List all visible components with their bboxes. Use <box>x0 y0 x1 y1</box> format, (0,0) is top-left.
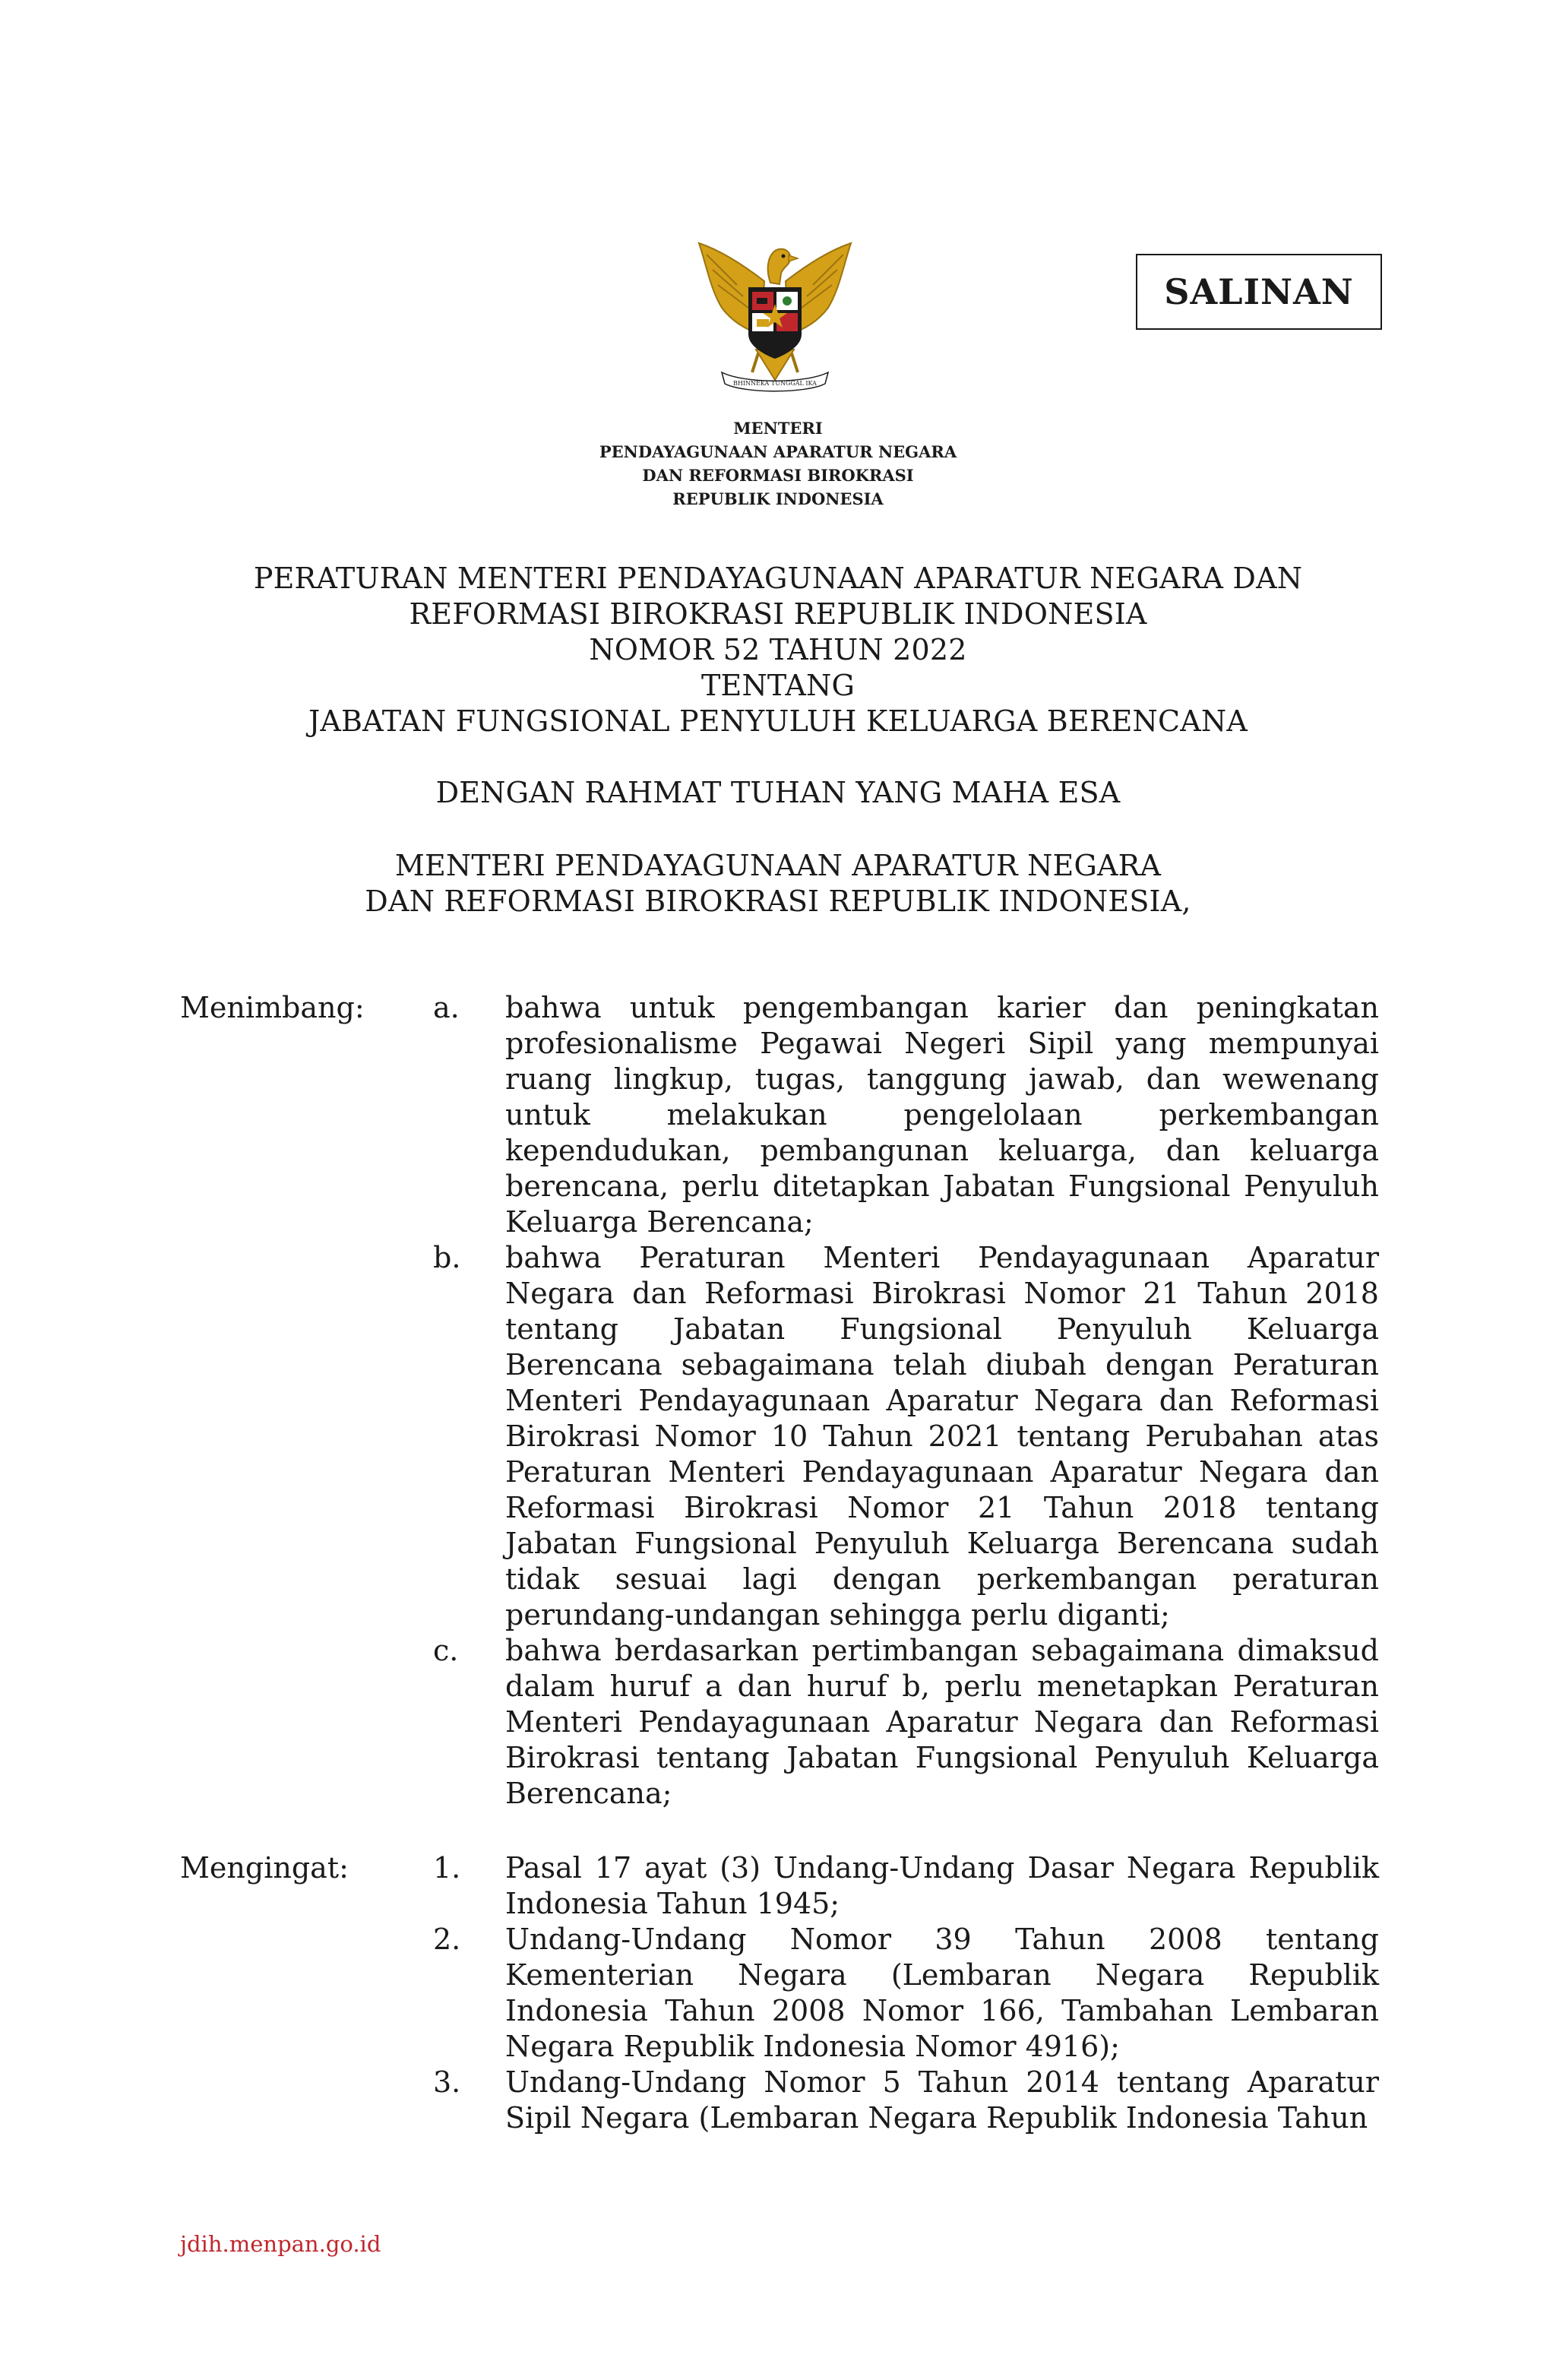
mengingat-item-line: Sipil Negara (Lembaran Negara Republik Indonesia Tahun <box>505 2101 1368 2135</box>
mengingat-item-line: Undang-Undang Nomor 5 Tahun 2014 tentang Aparatur <box>505 2065 1379 2099</box>
menimbang-item-text <box>505 1240 1379 1633</box>
menimbang-item-marker: a. <box>433 991 460 1024</box>
minister-header <box>0 416 1556 511</box>
title-line-3: NOMOR 52 TAHUN 2022 <box>589 633 967 666</box>
menimbang-item-line: Menteri Pendayagunaan Aparatur Negara dan Reformasi <box>505 1705 1379 1739</box>
mengingat-item-marker: 3. <box>433 2065 461 2099</box>
header-line-4: REPUBLIK INDONESIA <box>672 489 884 508</box>
salinan-stamp: SALINAN <box>1136 254 1382 330</box>
header-line-1: MENTERI <box>733 419 823 438</box>
menimbang-item-line: untuk melakukan pengelolaan perkembangan <box>505 1098 1379 1131</box>
invocation: DENGAN RAHMAT TUHAN YANG MAHA ESA <box>435 776 1121 809</box>
menimbang-item-line: Jabatan Fungsional Penyuluh Keluarga Berencana sudah <box>505 1527 1379 1560</box>
menimbang-item-line: dalam huruf a dan huruf b, perlu menetapkan Peraturan <box>505 1669 1379 1703</box>
issuer-line-1: MENTERI PENDAYAGUNAAN APARATUR NEGARA <box>394 849 1162 882</box>
issuer-line-2: DAN REFORMASI BIROKRASI REPUBLIK INDONESIA, <box>365 885 1191 918</box>
menimbang-item-line: Berencana sebagaimana telah diubah dengan Peraturan <box>505 1348 1379 1381</box>
mengingat-item-line: Negara Republik Indonesia Nomor 4916); <box>505 2030 1120 2063</box>
mengingat-item-marker: 1. <box>433 1851 461 1885</box>
menimbang-item-marker: b. <box>433 1241 461 1274</box>
menimbang-item-line: Birokrasi tentang Jabatan Fungsional Penyuluh Keluarga <box>505 1741 1379 1774</box>
menimbang-item-line: Birokrasi Nomor 10 Tahun 2021 tentang Perubahan atas <box>505 1419 1379 1453</box>
menimbang-item-line: tidak sesuai lagi dengan perkembangan peraturan <box>505 1562 1379 1596</box>
menimbang-item-line: bahwa Peraturan Menteri Pendayagunaan Aparatur <box>505 1241 1379 1274</box>
mengingat-item-line: Kementerian Negara (Lembaran Negara Republik <box>505 1958 1379 1992</box>
title-line-2: REFORMASI BIROKRASI REPUBLIK INDONESIA <box>409 597 1147 631</box>
menimbang-item-line: bahwa berdasarkan pertimbangan sebagaimana dimaksud <box>505 1634 1379 1667</box>
mengingat-item-line: Undang-Undang Nomor 39 Tahun 2008 tentang <box>505 1923 1379 1956</box>
title-line-5: JABATAN FUNGSIONAL PENYULUH KELUARGA BERENCANA <box>308 704 1248 738</box>
title-line-1: PERATURAN MENTERI PENDAYAGUNAAN APARATUR NEGARA DAN <box>253 562 1303 595</box>
menimbang-label: Menimbang: <box>180 991 365 1024</box>
mengingat-item-text <box>505 1922 1379 2065</box>
menimbang-item-line: kependudukan, pembangunan keluarga, dan keluarga <box>505 1134 1379 1167</box>
mengingat-item-text <box>505 1850 1379 1922</box>
header-line-3: DAN REFORMASI BIROKRASI <box>642 466 914 485</box>
menimbang-item-line: Reformasi Birokrasi Nomor 21 Tahun 2018 tentang <box>505 1491 1379 1524</box>
menimbang-item-line: berencana, perlu ditetapkan Jabatan Fungsional Penyuluh <box>505 1169 1379 1203</box>
mengingat-item-marker: 2. <box>433 1923 461 1956</box>
menimbang-item-line: Peraturan Menteri Pendayagunaan Aparatur Negara dan <box>505 1455 1379 1489</box>
mengingat-label: Mengingat: <box>180 1851 349 1885</box>
menimbang-item-text <box>505 990 1379 1240</box>
emblem-motto: BHINNEKA TUNGGAL IKA <box>733 380 817 387</box>
footer-link[interactable]: jdih.menpan.go.id <box>180 2231 381 2257</box>
header-line-2: PENDAYAGUNAAN APARATUR NEGARA <box>599 442 957 461</box>
garuda-emblem-icon <box>691 228 859 403</box>
menimbang-item-line: Berencana; <box>505 1777 672 1810</box>
menimbang-item-marker: c. <box>433 1634 459 1667</box>
menimbang-item-line: tentang Jabatan Fungsional Penyuluh Keluarga <box>505 1312 1379 1346</box>
mengingat-item-line: Pasal 17 ayat (3) Undang-Undang Dasar Negara Republik <box>505 1851 1379 1885</box>
menimbang-item-line: Keluarga Berencana; <box>505 1205 814 1239</box>
menimbang-item-line: profesionalisme Pegawai Negeri Sipil yang mempunyai <box>505 1027 1379 1060</box>
issuer-block <box>0 848 1556 919</box>
menimbang-item-line: bahwa untuk pengembangan karier dan peningkatan <box>505 991 1379 1024</box>
menimbang-item-text <box>505 1633 1379 1812</box>
menimbang-item-line: ruang lingkup, tugas, tanggung jawab, dan wewenang <box>505 1062 1379 1096</box>
menimbang-item-line: Negara dan Reformasi Birokrasi Nomor 21 Tahun 2018 <box>505 1277 1379 1310</box>
mengingat-item-line: Indonesia Tahun 2008 Nomor 166, Tambahan Lembaran <box>505 1994 1379 2027</box>
menimbang-item-line: Menteri Pendayagunaan Aparatur Negara dan Reformasi <box>505 1384 1379 1417</box>
mengingat-item-line: Indonesia Tahun 1945; <box>505 1887 840 1920</box>
menimbang-item-line: perundang-undangan sehingga perlu diganti; <box>505 1598 1170 1632</box>
title-line-4: TENTANG <box>701 669 855 702</box>
mengingat-item-text <box>505 2065 1379 2136</box>
regulation-title <box>0 561 1556 739</box>
